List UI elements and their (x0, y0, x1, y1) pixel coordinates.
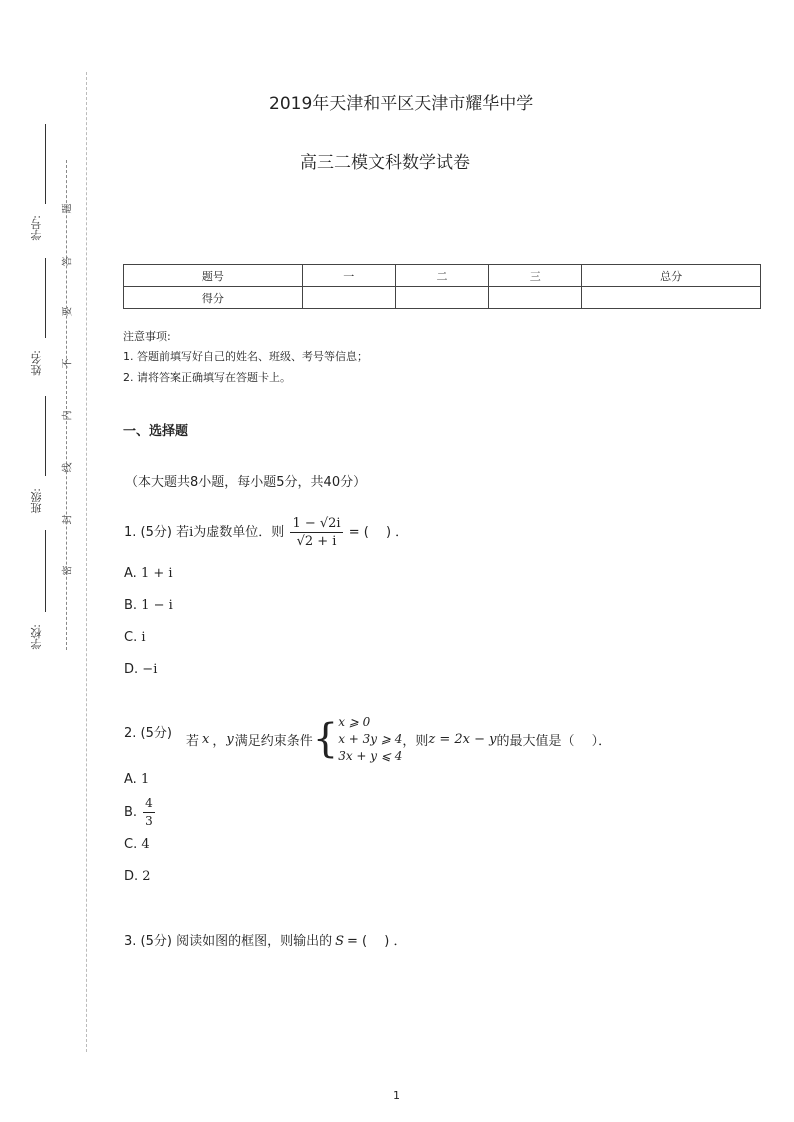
name-label: 姓名: (30, 350, 43, 376)
school-label: 学校: (30, 624, 43, 650)
question-text: 的最大值是（ ）． (496, 733, 612, 749)
option-b[interactable] (124, 598, 173, 613)
question-text: 阅读如图的框图，则输出的 (176, 934, 333, 949)
binding-margin-line (86, 72, 87, 1052)
option-label: A. (124, 772, 137, 787)
notes-item: 1. 答题前填写好自己的姓名、班级、考号等信息； (123, 350, 368, 363)
seal-char: 内 (62, 410, 74, 421)
student-id-label: 学号: (30, 215, 43, 241)
seal-char: 线 (62, 462, 74, 473)
question-1 (124, 516, 408, 549)
section-title: 一、选择题 (123, 424, 189, 439)
question-number: 2. (124, 726, 137, 741)
score-table (123, 264, 761, 309)
page-subtitle: 高三二模文科数学试卷 (300, 153, 470, 173)
question-text: ，则 (402, 733, 429, 749)
seal-char: 答 (62, 256, 74, 267)
question-points: (5分) (140, 726, 172, 741)
seal-char: 封 (62, 514, 74, 525)
math-variable: x (202, 731, 210, 747)
section-description: （本大题共8小题，每小题5分，共40分） (125, 475, 367, 490)
score-cell: 得分 (124, 287, 303, 309)
score-cell: 一 (302, 265, 395, 287)
question-number: 1. (124, 525, 137, 540)
question-points: (5分) (140, 525, 172, 540)
score-cell: 二 (395, 265, 488, 287)
constraint: x ⩾ 0 (338, 714, 371, 729)
math-expression: z = 2x − y (428, 731, 497, 747)
option-a[interactable] (124, 772, 149, 787)
question-number: 3. (124, 934, 137, 949)
option-label: C. (124, 630, 138, 645)
option-b[interactable] (124, 796, 157, 829)
constraint-system (338, 714, 402, 765)
option-label: B. (124, 805, 138, 820)
score-cell: 总分 (582, 265, 761, 287)
seal-dashed-line (66, 160, 67, 650)
constraint: x + 3y ⩾ 4 (338, 731, 403, 746)
option-label: C. (124, 837, 138, 852)
class-underline (45, 396, 46, 476)
page-title: 2019年天津和平区天津市耀华中学 (269, 94, 534, 114)
math-variable: i (189, 525, 194, 540)
answer-blank: = ( ) ． (347, 934, 407, 949)
page-number: 1 (393, 1089, 400, 1102)
school-underline (45, 530, 46, 612)
question-text: 若 (186, 733, 200, 749)
fraction-numerator: 4 (143, 796, 155, 813)
question-text: 若 (176, 525, 190, 540)
score-input-cell[interactable] (489, 287, 582, 309)
constraint: 3x + y ⩽ 4 (338, 748, 403, 763)
option-value: 2 (142, 869, 151, 884)
fraction-denominator: √2 + i (296, 534, 337, 549)
question-text: 为虚数单位．则 (193, 525, 285, 540)
option-label: D. (124, 662, 139, 677)
score-input-cell[interactable] (302, 287, 395, 309)
option-value: 1 − i (141, 598, 173, 613)
question-3 (124, 930, 406, 949)
answer-blank: = ( ) ． (348, 525, 409, 540)
fraction (143, 796, 155, 829)
option-label: A. (124, 566, 137, 581)
option-d[interactable] (124, 662, 157, 677)
option-c[interactable] (124, 630, 146, 645)
fraction (290, 516, 342, 549)
score-input-cell[interactable] (582, 287, 761, 309)
option-a[interactable] (124, 566, 173, 581)
question-text: 满足约束条件 (234, 733, 313, 749)
score-table-score-row (124, 287, 761, 309)
question-points: (5分) (140, 934, 172, 949)
seal-char: 要 (62, 306, 74, 317)
seal-char: 密 (62, 565, 74, 576)
fraction-denominator: 3 (145, 814, 153, 828)
score-cell: 题号 (124, 265, 303, 287)
brace-icon: { (312, 716, 339, 762)
math-variable: S (335, 934, 345, 949)
option-d[interactable] (124, 869, 151, 884)
name-underline (45, 258, 46, 338)
option-c[interactable] (124, 837, 150, 852)
notes-title: 注意事项: (123, 330, 171, 343)
score-input-cell[interactable] (395, 287, 488, 309)
option-value: 4 (141, 837, 150, 852)
class-label: 班级: (30, 488, 43, 514)
math-variable: y (226, 731, 234, 747)
option-value: 1 (140, 772, 150, 787)
option-value: −i (142, 662, 158, 677)
option-label: B. (124, 598, 138, 613)
seal-char: 不 (62, 358, 74, 369)
notes-item: 2. 请将答案正确填写在答题卡上。 (123, 371, 291, 384)
score-cell: 三 (489, 265, 582, 287)
score-table-header-row (124, 265, 761, 287)
option-value: i (141, 630, 146, 645)
fraction-numerator: 1 − √2i (292, 516, 341, 531)
seal-char: 题 (62, 203, 74, 214)
option-value: 1 + i (140, 566, 173, 581)
option-label: D. (124, 869, 139, 884)
student-id-underline (45, 124, 46, 204)
